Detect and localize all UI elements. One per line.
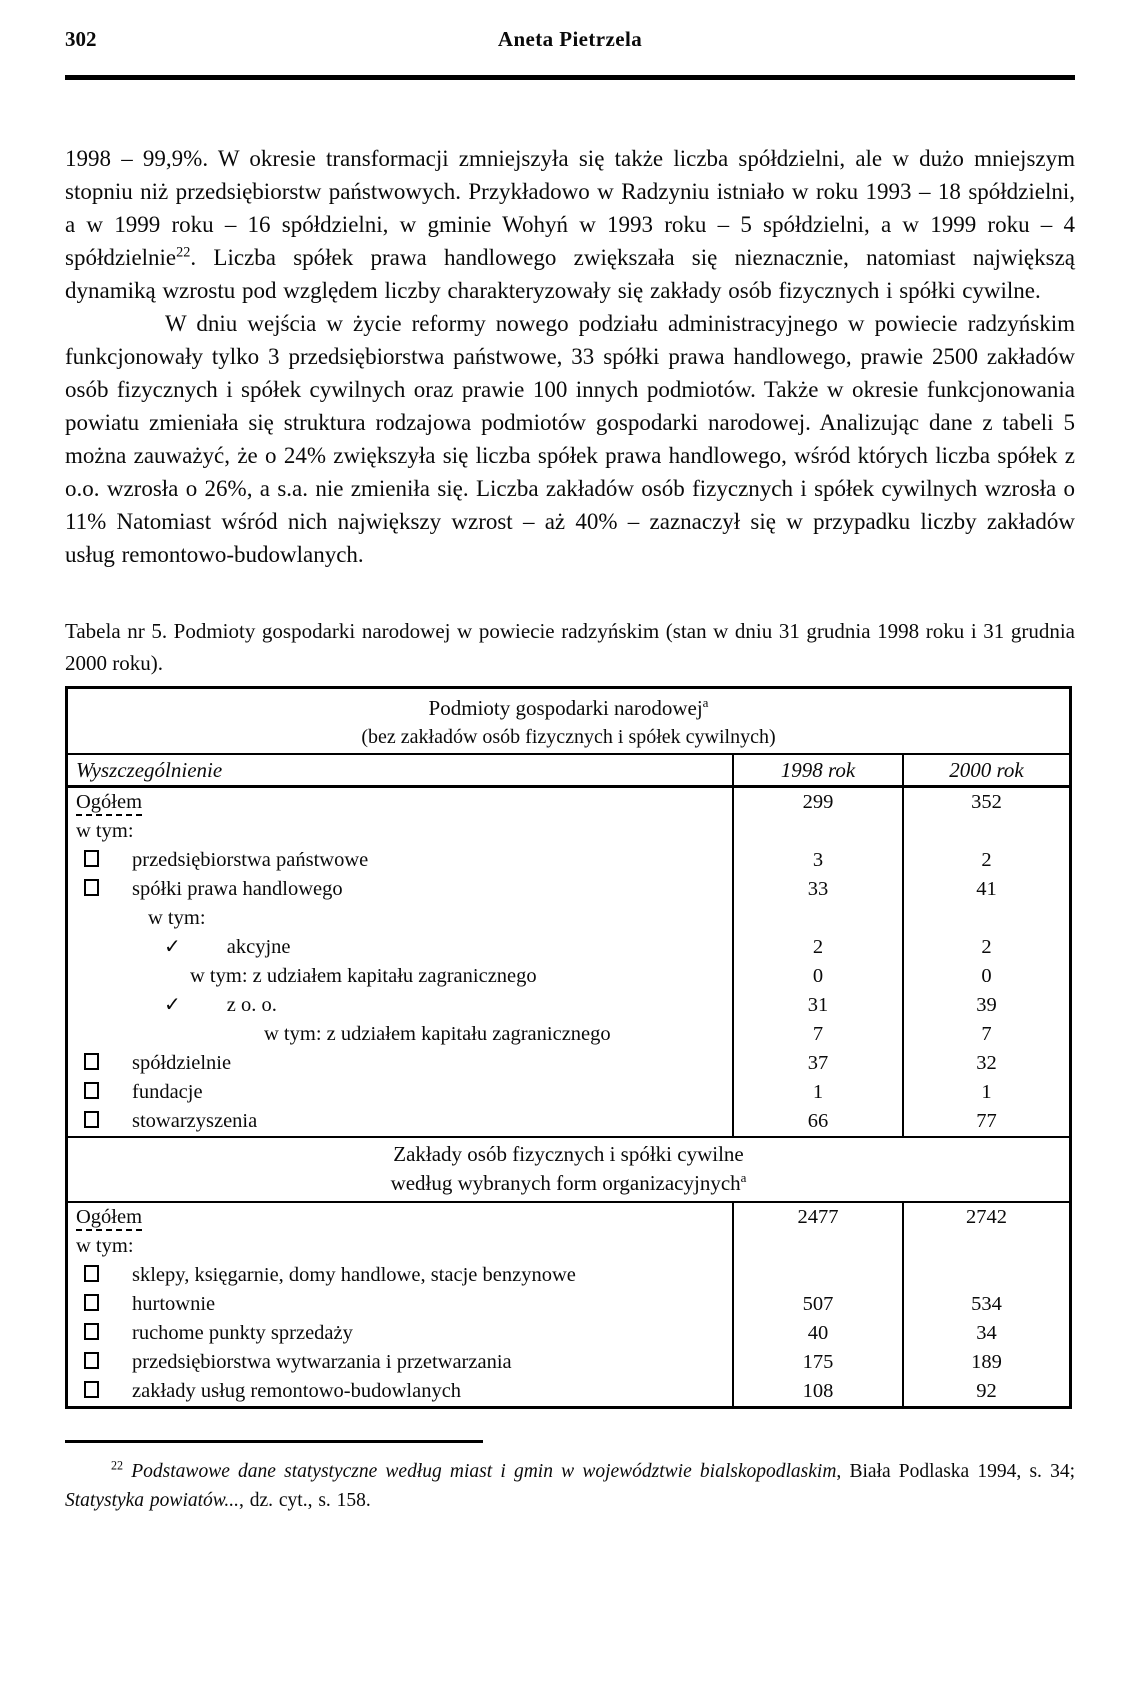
square-bullet-icon (84, 1352, 99, 1369)
table-row (68, 962, 1069, 991)
table-row (68, 933, 1069, 962)
row-label-cell (68, 1107, 732, 1136)
square-bullet-icon (84, 1082, 99, 1099)
value-2000: 34 (902, 1319, 1069, 1348)
row-label: akcyjne (226, 936, 291, 958)
superscript: a (740, 1170, 747, 1185)
check-bullet-icon: ✓ (164, 936, 181, 958)
document-page (65, 0, 1075, 1515)
value-2000: 189 (902, 1348, 1069, 1377)
table-row (68, 1319, 1069, 1348)
square-bullet-icon (84, 1053, 99, 1070)
column-header-wyszczegolnienie: Wyszczególnienie (76, 758, 223, 782)
footnote-separator (65, 1440, 483, 1443)
row-label-cell (68, 1319, 732, 1348)
check-bullet-icon: ✓ (164, 994, 181, 1016)
table-row (68, 1107, 1069, 1136)
row-label: Ogółem (76, 791, 142, 816)
row-label: sklepy, księgarnie, domy handlowe, stacje benzynowe (132, 1264, 576, 1286)
value-1998: 3 (732, 846, 902, 875)
row-label-cell (68, 991, 732, 1020)
table-row (68, 788, 1069, 817)
value-1998 (732, 904, 902, 933)
table-row (68, 1232, 1069, 1261)
value-2000: 2742 (902, 1203, 1069, 1232)
row-label: hurtownie (132, 1293, 216, 1315)
table-column-headers (68, 755, 1069, 788)
row-label-cell (68, 788, 732, 817)
value-2000: 534 (902, 1290, 1069, 1319)
table-row (68, 1049, 1069, 1078)
row-label-cell (68, 1261, 732, 1290)
body-text (65, 142, 1075, 571)
row-label: zakłady usług remontowo-budowlanych (132, 1380, 462, 1402)
row-label: w tym: (148, 907, 206, 929)
row-label-cell (68, 1020, 732, 1049)
row-label-cell (68, 875, 732, 904)
table-row (68, 1377, 1069, 1406)
row-label: spółdzielnie (132, 1052, 232, 1074)
table-caption: Tabela nr 5. Podmioty gospodarki narodowej w powiecie radzyńskim (stan w dniu 31 grudnia 1998 roku i 31 grudnia 2000 roku). (65, 619, 1075, 675)
value-1998: 31 (732, 991, 902, 1020)
value-2000: 41 (902, 875, 1069, 904)
value-2000 (902, 904, 1069, 933)
square-bullet-icon (84, 1381, 99, 1398)
value-1998: 0 (732, 962, 902, 991)
row-label-cell (68, 1290, 732, 1319)
value-2000: 1 (902, 1078, 1069, 1107)
value-1998 (732, 1232, 902, 1261)
table-section-header (68, 1136, 1069, 1203)
row-label: fundacje (132, 1081, 203, 1103)
value-1998 (732, 817, 902, 846)
row-label: Ogółem (76, 1206, 142, 1231)
value-1998: 40 (732, 1319, 902, 1348)
value-2000: 2 (902, 933, 1069, 962)
value-2000 (902, 817, 1069, 846)
value-2000: 32 (902, 1049, 1069, 1078)
superscript: a (702, 695, 709, 710)
row-label: z o. o. (226, 994, 277, 1016)
table-body (68, 788, 1069, 1406)
table-row (68, 991, 1069, 1020)
table-title-line2: (bez zakładów osób fizycznych i spółek cywilnych) (361, 726, 776, 748)
table-title (68, 689, 1069, 755)
value-1998: 299 (732, 788, 902, 817)
row-label-cell (68, 846, 732, 875)
superscript: 22 (111, 1458, 124, 1473)
row-label: w tym: (76, 820, 134, 842)
running-head-author: Aneta Pietrzela (497, 27, 643, 51)
table-row (68, 1078, 1069, 1107)
row-label-cell (68, 1348, 732, 1377)
table-5 (65, 686, 1072, 1409)
row-label: przedsiębiorstwa wytwarzania i przetwarzania (132, 1351, 512, 1373)
table-row (68, 846, 1069, 875)
row-label: w tym: (76, 1235, 134, 1257)
value-2000 (902, 1232, 1069, 1261)
section-header-line: Zakłady osób fizycznych i spółki cywilne (393, 1142, 744, 1166)
value-2000: 0 (902, 962, 1069, 991)
value-2000: 39 (902, 991, 1069, 1020)
row-label: ruchome punkty sprzedaży (132, 1322, 353, 1344)
paragraph-2: W dniu wejścia w życie reformy nowego podziału administracyjnego w powiecie radzyńskim funkcjonowały tylko 3 przedsiębiorstwa państwowe, 33 spółki prawa handlowego, prawie 2500 zakładów osób fizycznych i spółek cywilnych oraz prawie 100 innych podmiotów. Także w okresie funkcjonowania powiatu zmieniała się struktura rodzajowa podmiotów gospodarki narodowej. Analizując dane z tabeli 5 można zauważyć, że o 24% zwiększyła się liczba spółek prawa handlowego, wśród których liczba spółek z o.o. wzrosła o 26%, a s.a. nie zmieniła się. Liczba zakładów osób fizycznych i spółek cywilnych wzrosła o 11% Natomiast wśród nich największy wzrost – aż 40% – zaznaczył się w przypadku liczby zakładów usług remontowo-budowlanych. (65, 311, 1075, 567)
row-label-cell (68, 817, 732, 846)
row-label-cell (68, 1078, 732, 1107)
italic-text: Podstawowe dane statystyczne według miast i gmin w województwie bialskopodlaskim (131, 1461, 837, 1482)
value-2000: 2 (902, 846, 1069, 875)
superscript: 22 (176, 244, 191, 261)
value-1998: 507 (732, 1290, 902, 1319)
square-bullet-icon (84, 1265, 99, 1282)
value-1998: 2477 (732, 1203, 902, 1232)
table-row (68, 1261, 1069, 1290)
square-bullet-icon (84, 850, 99, 867)
value-1998: 1 (732, 1078, 902, 1107)
value-1998: 33 (732, 875, 902, 904)
value-2000 (902, 1261, 1069, 1290)
square-bullet-icon (84, 1111, 99, 1128)
row-label-cell (68, 1049, 732, 1078)
column-header-2000: 2000 rok (902, 755, 1069, 785)
row-label: przedsiębiorstwa państwowe (132, 849, 369, 871)
row-label: w tym: z udziałem kapitału zagranicznego (190, 965, 537, 987)
value-1998: 66 (732, 1107, 902, 1136)
square-bullet-icon (84, 1323, 99, 1340)
row-label-cell (68, 1232, 732, 1261)
section-header-line: według wybranych form organizacyjnych$^a$ (390, 1170, 747, 1195)
square-bullet-icon (84, 1294, 99, 1311)
row-label-cell (68, 904, 732, 933)
value-1998: 37 (732, 1049, 902, 1078)
value-2000: 352 (902, 788, 1069, 817)
table-row (68, 1203, 1069, 1232)
table-row (68, 817, 1069, 846)
row-label: stowarzyszenia (132, 1110, 258, 1132)
footnote-22: $^{22}$ Podstawowe dane statystyczne według miast i gmin w województwie bialskopodlaskim, Biała Podlaska 1994, s. 34; Statystyka powiatów..., dz. cyt., s. 158. (65, 1458, 1076, 1511)
paragraph-1: 1998 – 99,9%. W okresie transformacji zmniejszyła się także liczba spółdzielni, ale w dużo mniejszym stopniu niż przedsiębiorstw państwowych. Przykładowo w Radzyniu istniało w roku 1993 – 18 spółdzielni, a w 1999 roku – 16 spółdzielni, w gminie Wohyń w 1993 roku – 5 spółdzielni, a w 1999 roku – 4 spółdzielnie$^{22}$. Liczba spółek prawa handlowego zwiększała się nieznacznie, natomiast największą dynamiką wzrostu pod względem liczby charakteryzowały się zakłady osób fizycznych i spółki cywilne. (65, 146, 1075, 303)
table-row (68, 1020, 1069, 1049)
value-2000: 77 (902, 1107, 1069, 1136)
running-head (65, 0, 1075, 67)
value-1998 (732, 1261, 902, 1290)
page-number: 302 (65, 27, 97, 51)
row-label-cell (68, 962, 732, 991)
table-title-line1: Podmioty gospodarki narodowej$^a$ (428, 695, 709, 720)
value-1998: 175 (732, 1348, 902, 1377)
table-row (68, 904, 1069, 933)
table-row (68, 1290, 1069, 1319)
column-header-1998: 1998 rok (732, 755, 902, 785)
value-2000: 7 (902, 1020, 1069, 1049)
italic-text: Statystyka powiatów... (65, 1490, 239, 1511)
value-1998: 108 (732, 1377, 902, 1406)
header-rule (65, 75, 1075, 80)
row-label-cell (68, 1203, 732, 1232)
row-label-cell (68, 1377, 732, 1406)
row-label-cell (68, 933, 732, 962)
table-row (68, 875, 1069, 904)
table-row (68, 1348, 1069, 1377)
value-1998: 2 (732, 933, 902, 962)
row-label: spółki prawa handlowego (132, 878, 343, 900)
row-label: w tym: z udziałem kapitału zagranicznego (264, 1023, 611, 1045)
value-2000: 92 (902, 1377, 1069, 1406)
value-1998: 7 (732, 1020, 902, 1049)
square-bullet-icon (84, 879, 99, 896)
